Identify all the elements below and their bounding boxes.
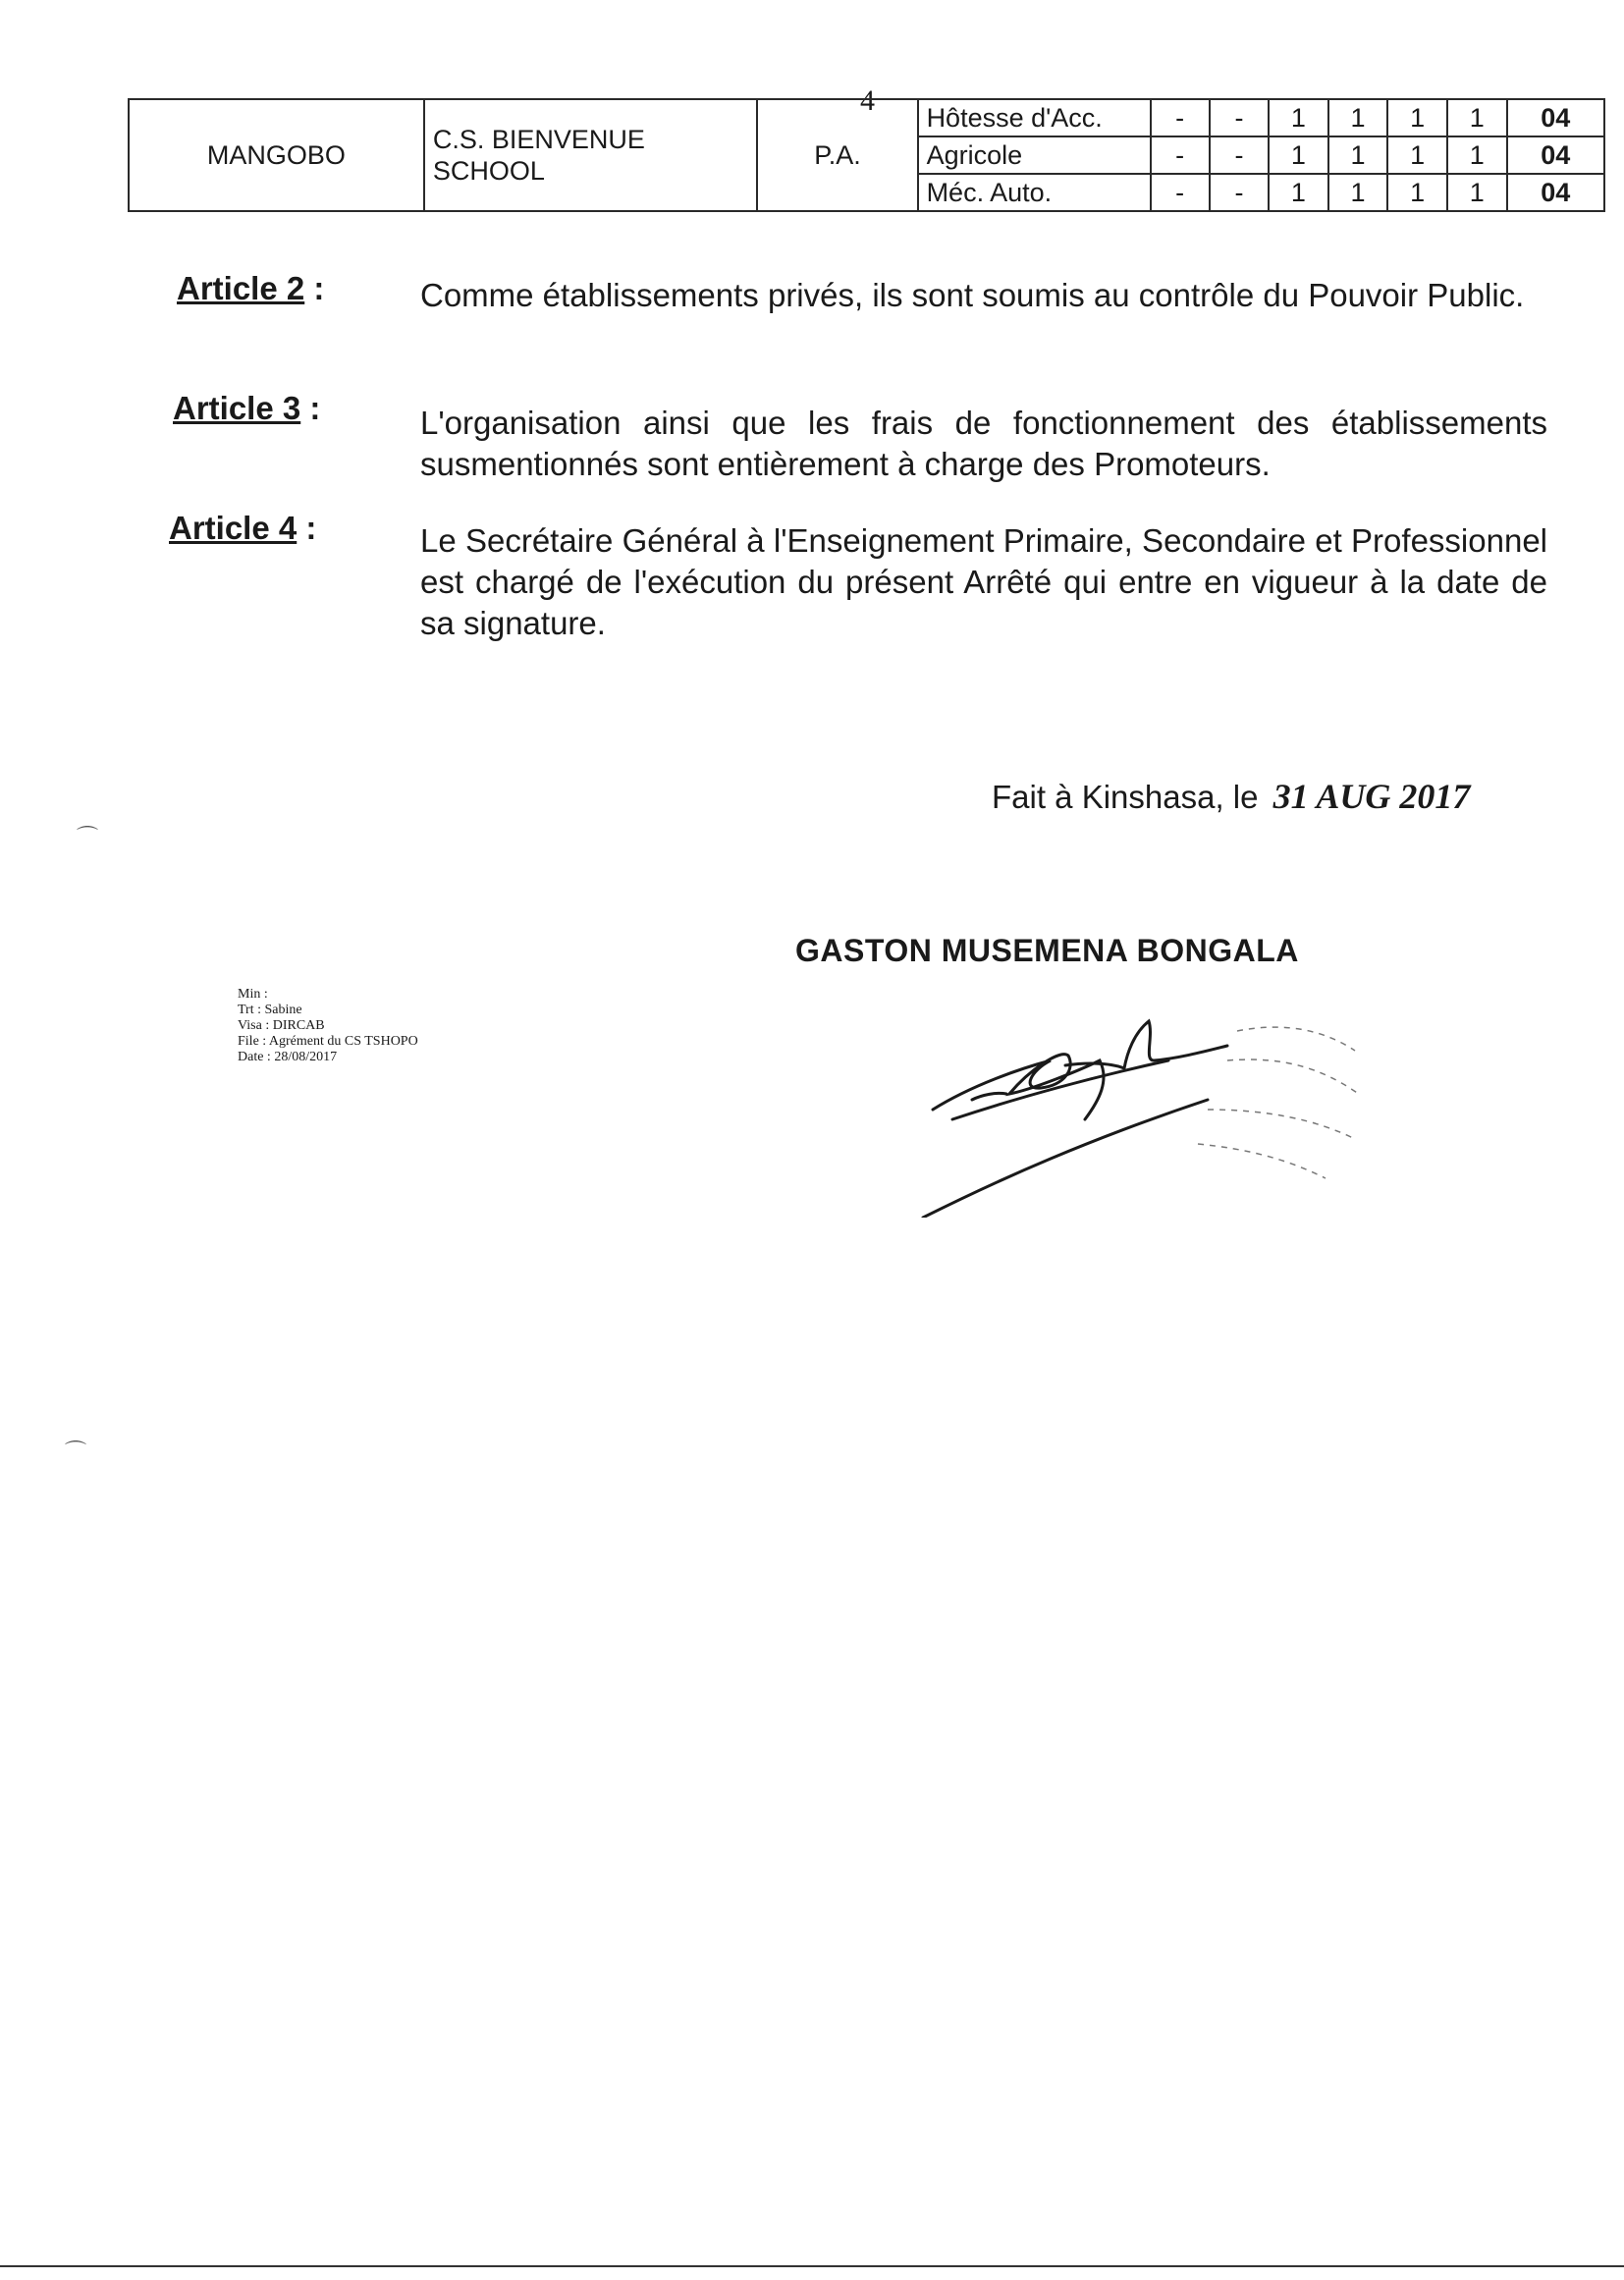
place-date-line — [992, 776, 1470, 817]
article-number: Article 2 — [177, 270, 305, 306]
article-separator: : — [304, 270, 325, 306]
article-number: Article 3 — [173, 390, 301, 426]
count-cell: 1 — [1269, 174, 1328, 211]
count-cell: 1 — [1328, 99, 1388, 136]
reference-line: Date : 28/08/2017 — [238, 1050, 338, 1064]
article-number: Article 4 — [169, 510, 298, 546]
reference-line: Trt : Sabine — [238, 1003, 302, 1017]
count-cell: 1 — [1387, 99, 1447, 136]
count-cell: 1 — [1447, 99, 1507, 136]
bottom-rule — [0, 2265, 1624, 2267]
type-cell: P.A. — [757, 99, 917, 211]
school-cell: C.S. BIENVENUE SCHOOL — [424, 99, 758, 211]
total-cell: 04 — [1507, 99, 1605, 136]
count-cell: - — [1210, 99, 1269, 136]
article-text: Le Secrétaire Général à l'Enseignement Primaire, Secondaire et Professionnel est chargé de l'exécution du présent Arrêté qui entre en vigueur à la date de sa signature. — [420, 522, 1547, 641]
reference-line: Visa : DIRCAB — [238, 1018, 325, 1033]
count-cell: - — [1151, 174, 1210, 211]
article-text: Comme établissements privés, ils sont soumis au contrôle du Pouvoir Public. — [420, 277, 1525, 313]
count-cell: - — [1210, 174, 1269, 211]
count-cell: 1 — [1328, 136, 1388, 174]
count-cell: 1 — [1387, 136, 1447, 174]
total-cell: 04 — [1507, 174, 1605, 211]
count-cell: 1 — [1447, 174, 1507, 211]
scan-mark: ⌒ — [77, 825, 99, 849]
place-text: Fait à Kinshasa, le — [992, 779, 1259, 815]
count-cell: 1 — [1387, 174, 1447, 211]
count-cell: 1 — [1328, 174, 1388, 211]
count-cell: - — [1151, 99, 1210, 136]
table-row — [129, 99, 1604, 136]
date-stamp: 31 AUG 2017 — [1272, 777, 1471, 816]
article-separator: : — [300, 390, 321, 426]
count-cell: 1 — [1447, 136, 1507, 174]
count-cell: - — [1210, 136, 1269, 174]
count-cell: - — [1151, 136, 1210, 174]
count-cell: 1 — [1269, 99, 1328, 136]
page-number: 4 — [860, 84, 875, 117]
handwritten-signature — [913, 992, 1463, 1222]
article-label — [173, 388, 320, 429]
option-cell: Méc. Auto. — [918, 174, 1151, 211]
option-cell: Hôtesse d'Acc. — [918, 99, 1151, 136]
total-cell: 04 — [1507, 136, 1605, 174]
count-cell: 1 — [1269, 136, 1328, 174]
option-cell: Agricole — [918, 136, 1151, 174]
article-label — [177, 268, 324, 309]
article-separator: : — [297, 510, 317, 546]
reference-block — [238, 987, 418, 1065]
locality-cell: MANGOBO — [129, 99, 424, 211]
signature-graphic — [913, 992, 1463, 1218]
schools-table — [128, 98, 1605, 212]
signatory-name: GASTON MUSEMENA BONGALA — [795, 933, 1299, 968]
article-label — [169, 508, 316, 549]
article-text: L'organisation ainsi que les frais de fonctionnement des établissements susmentionnés sont entièrement à charge des Promoteurs. — [420, 405, 1547, 482]
scan-mark: ⌒ — [65, 1439, 87, 1464]
reference-line: Min : — [238, 987, 268, 1002]
reference-line: File : Agrément du CS TSHOPO — [238, 1034, 418, 1049]
